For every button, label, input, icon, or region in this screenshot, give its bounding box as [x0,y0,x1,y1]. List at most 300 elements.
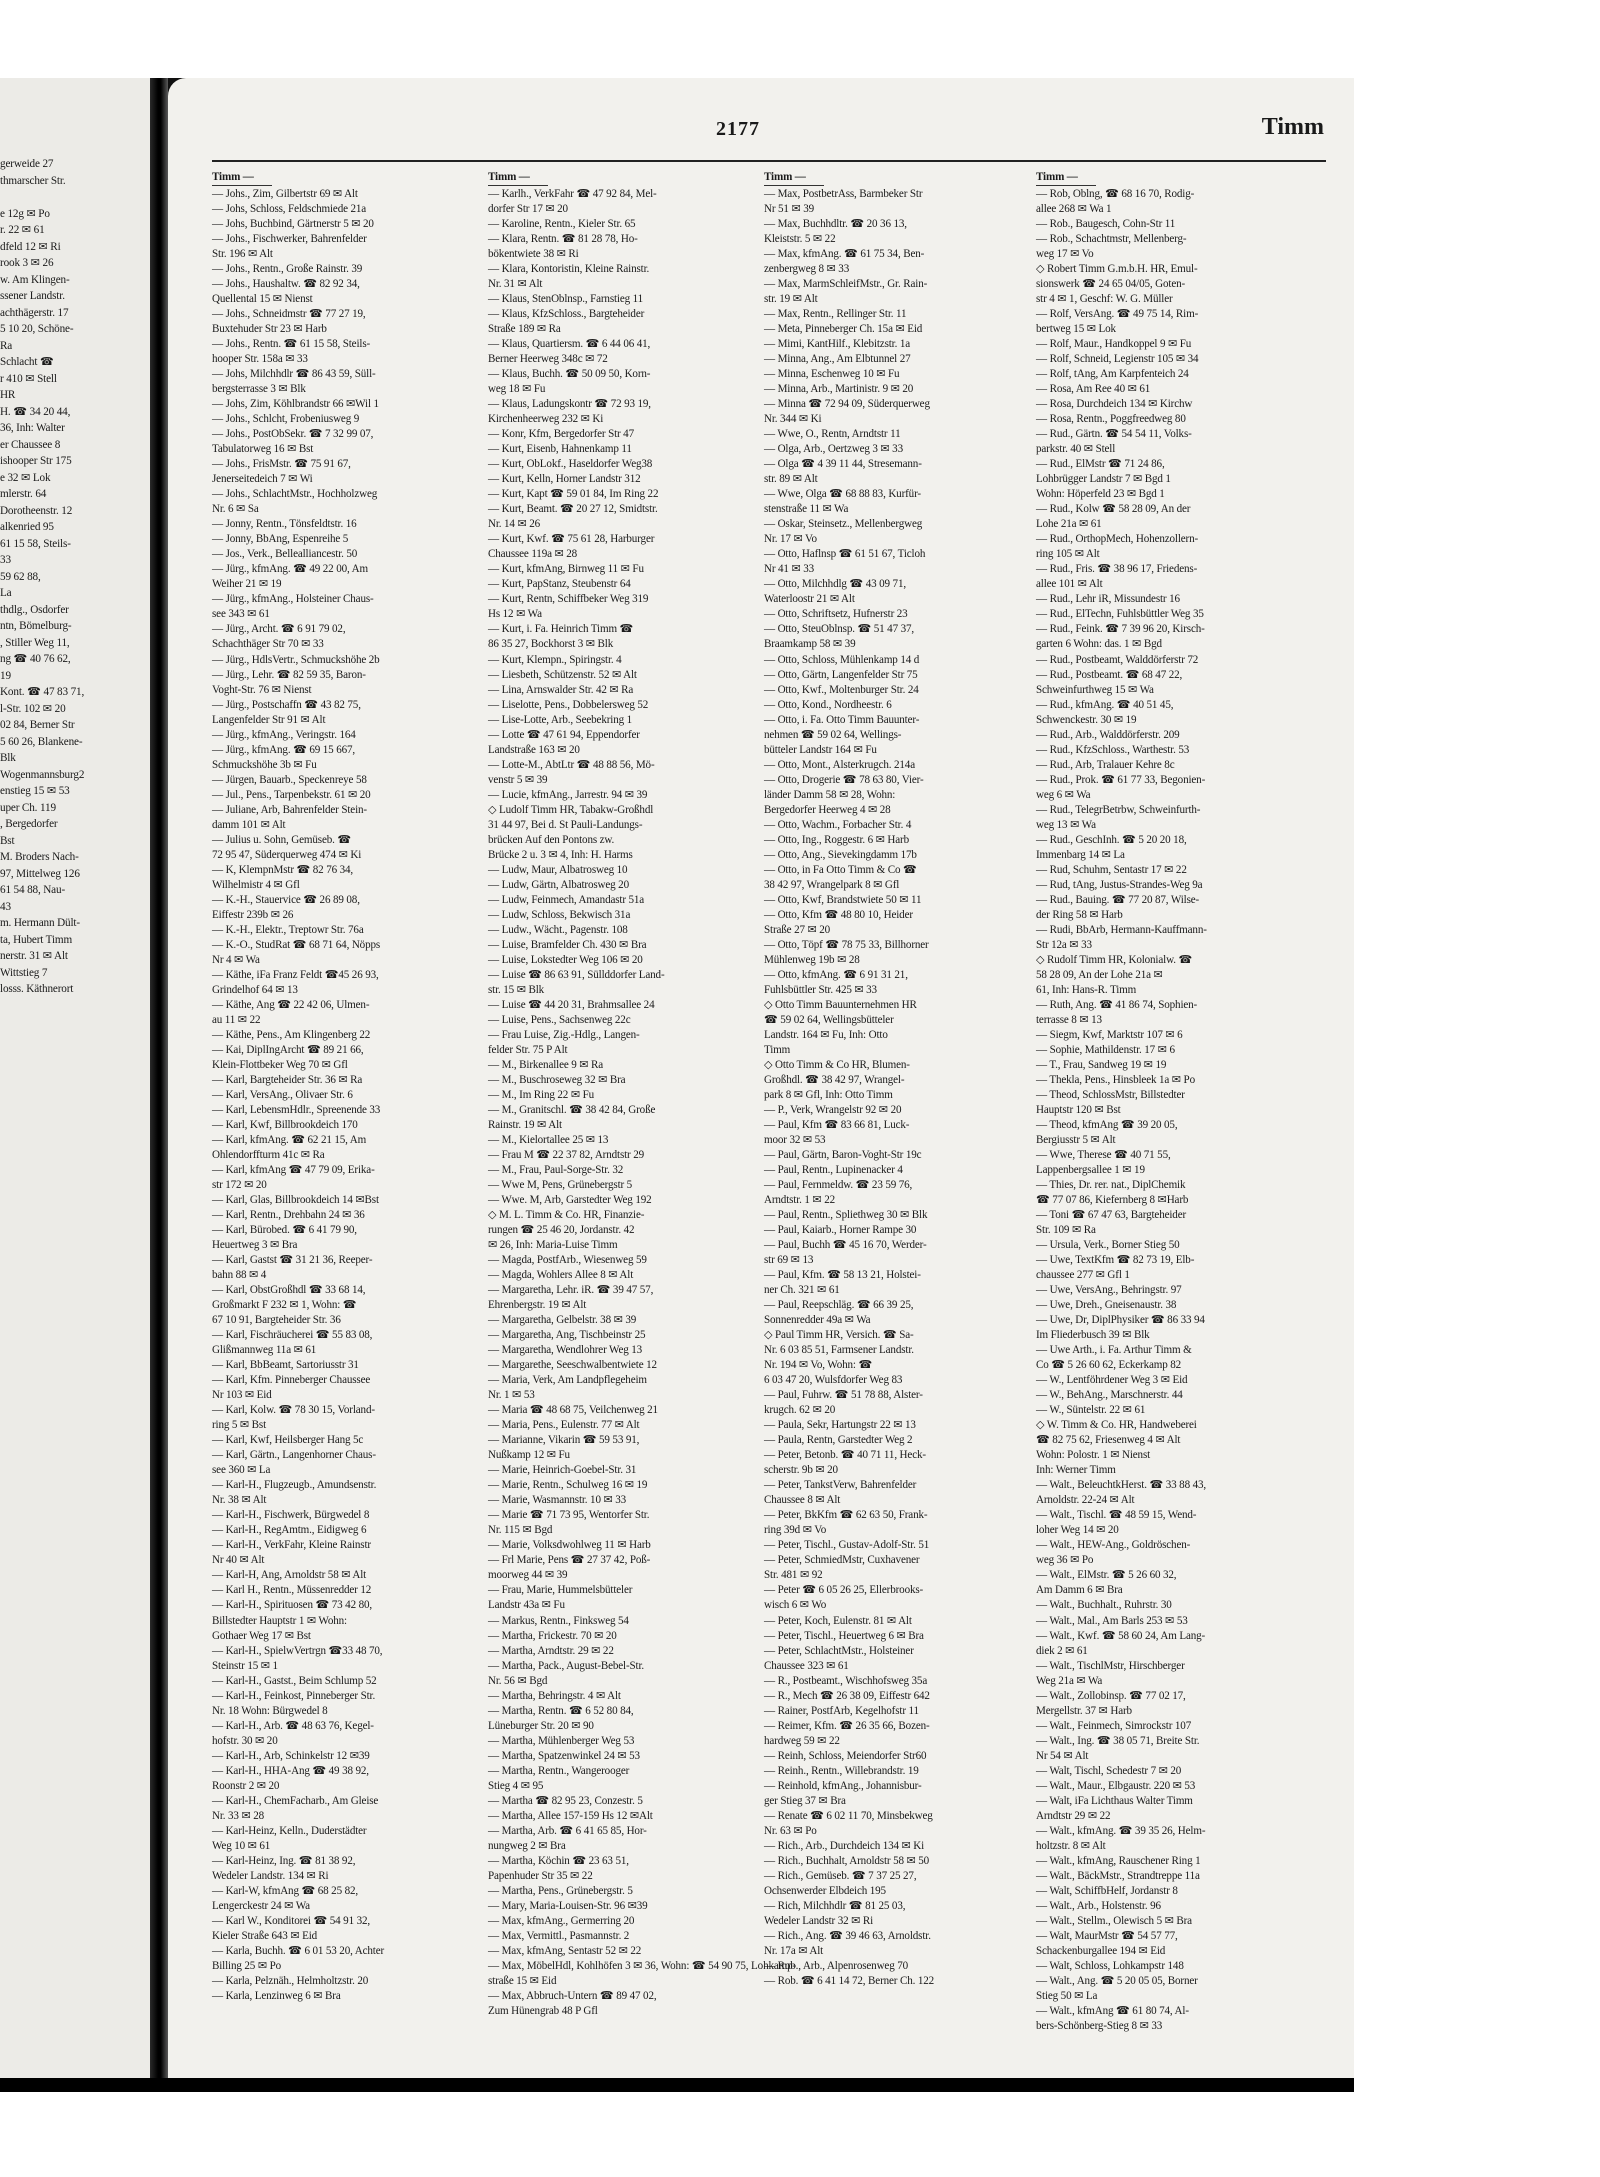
directory-entry: str 69 ✉ 13 [764,1254,814,1267]
directory-entry: hardweg 59 ✉ 22 [764,1734,840,1747]
directory-entry: rungen ☎ 25 46 20, Jordanstr. 42 [488,1224,635,1237]
directory-entry: — Frau M ☎ 22 37 82, Arndtstr 29 [488,1149,645,1162]
left-page-column [0,156,150,998]
directory-entry: — Uwe, Dreh., Gneisenaustr. 38 [1036,1299,1177,1312]
directory-entry: — Peter, SchlachtMstr., Holsteiner [764,1644,914,1657]
directory-entry: see 360 ✉ La [212,1464,271,1477]
directory-entry: ◇ Rudolf Timm HR, Kolonialw. ☎ [1036,953,1193,966]
directory-entry: ng ☎ 40 76 62, [0,653,71,665]
directory-entry: terrasse 8 ✉ 13 [1036,1013,1102,1026]
directory-entry: — Kurt, Kwf. ☎ 75 61 28, Harburger [488,533,655,546]
directory-entry: — Peter, Koch, Eulenstr. 81 ✉ Alt [764,1614,912,1627]
directory-entry: La [0,587,12,599]
directory-entry: Schmuckshöhe 3b ✉ Fu [212,758,317,771]
directory-entry: allee 101 ✉ Alt [1036,578,1103,591]
directory-entry: — Marie, Wasmannstr. 10 ✉ 33 [488,1494,627,1507]
directory-entry: — Walt, Schloss, Lohkampstr 148 [1036,1959,1184,1972]
directory-entry: — Reinhold, kfmAng., Johannisbur- [764,1779,922,1792]
directory-entry: Wohn: Höperfeld 23 ✉ Bgd 1 [1036,488,1165,501]
directory-entry: — Margaretha, Wendlohrer Weg 13 [488,1344,643,1357]
directory-entry: — Johs., FrisMstr. ☎ 75 91 67, [212,458,351,471]
header-rule [212,160,1326,162]
directory-entry: Quellental 15 ✉ Nienst [212,293,313,306]
directory-entry: — Paul, Reepschläg. ☎ 66 39 25, [764,1299,914,1312]
directory-entry: Wilhelmistr 4 ✉ Gfl [212,878,300,891]
directory-entry: Bergiusstr 5 ✉ Alt [1036,1134,1116,1146]
directory-entry: Ra [0,339,13,352]
directory-entry: Tabulatorweg 16 ✉ Bst [212,443,314,456]
directory-entry: Kont. ☎ 47 83 71, [0,686,85,698]
directory-entry: Lappenbergsallee 1 ✉ 19 [1036,1164,1145,1177]
directory-entry: Großmarkt F 232 ✉ 1, Wohn: ☎ [212,1299,357,1312]
directory-entry: er Chaussee 8 [0,438,61,451]
directory-entry: Ochsenwerder Elbdeich 195 [764,1884,886,1897]
directory-entry: — Rich., Gemüseb. ☎ 7 37 25 27, [764,1869,917,1882]
directory-entry: — Rud., Fris. ☎ 38 96 17, Friedens- [1036,563,1198,576]
directory-entry: — Renate ☎ 6 02 11 70, Minsbekweg [764,1809,933,1822]
directory-entry: Steinstr 15 ✉ 1 [212,1659,278,1672]
directory-entry: ◇ Paul Timm HR, Versich. ☎ Sa- [764,1329,914,1342]
directory-entry: — Rosa, Durchdeich 134 ✉ Kirchw [1036,398,1193,411]
directory-entry: Nr 54 ✉ Alt [1036,1749,1089,1762]
directory-entry: — Karl-H., Gastst., Beim Schlump 52 [212,1674,377,1687]
directory-entry: — Karoline, Rentn., Kieler Str. 65 [488,218,636,231]
directory-entry: 61, Inh: Hans-R. Timm [1036,983,1137,996]
directory-entry: — Johs., Schneidmstr ☎ 77 27 19, [212,308,366,321]
directory-entry: Wedeler Landstr. 134 ✉ Ri [212,1869,329,1882]
directory-entry: — Theod, SchlossMstr, Billstedter [1036,1088,1185,1101]
directory-entry: — Frau Luise, Zig.-Hdlg., Langen- [488,1028,640,1041]
directory-entry: — Rud., KfzSchloss., Warthestr. 53 [1036,743,1190,756]
directory-entry: — Thekla, Pens., Hinsbleek 1a ✉ Po [1036,1073,1195,1086]
directory-entry: Str. 196 ✉ Alt [212,248,273,261]
directory-entry: Nr. 115 ✉ Bgd [488,1524,553,1537]
column-heading: Timm — [764,170,1029,186]
directory-entry: Buxtehuder Str 23 ✉ Harb [212,323,327,336]
directory-entry: — Paul, Rentn., Lupinenacker 4 [764,1164,903,1177]
directory-entry: — Paul, Kfm ☎ 83 66 81, Luck- [764,1118,910,1131]
directory-entry: — Kurt, i. Fa. Heinrich Timm ☎ [488,623,634,636]
directory-entry: Stieg 4 ✉ 95 [488,1779,544,1792]
directory-entry: Mühlenweg 19b ✉ 28 [764,953,860,966]
directory-entry: — Peter, SchmiedMstr, Cuxhavener [764,1554,920,1567]
directory-entry: — Rolf, Maur., Handkoppel 9 ✉ Fu [1036,338,1192,351]
directory-entry: — Walt., HEW-Ang., Goldröschen- [1036,1539,1191,1552]
directory-entry: losss. Käthnerort [0,983,74,995]
directory-entry: moorweg 44 ✉ 39 [488,1569,568,1582]
directory-entry: — Marie ☎ 71 73 95, Wentorfer Str. [488,1509,650,1522]
directory-entry: Co ☎ 5 26 60 62, Eckerkamp 82 [1036,1359,1182,1372]
directory-entry: — Luise, Lokstedter Weg 106 ✉ 20 [488,953,643,966]
directory-entry: nungweg 2 ✉ Bra [488,1839,566,1852]
directory-entry: — Rud., Kolw ☎ 58 28 09, An der [1036,503,1191,516]
directory-entry: — Martha, Rentn., Wangerooger [488,1764,630,1777]
directory-entry: — Klara, Kontoristin, Kleine Rainstr. [488,263,650,276]
directory-entry: — Karl-H., Flugzeugb., Amundsenstr. [212,1479,377,1492]
directory-entry: — Paula, Sekr, Hartungstr 22 ✉ 13 [764,1419,916,1432]
directory-entry: — Kurt, PapStanz, Steubenstr 64 [488,578,631,591]
directory-entry: — Walt, Tischl, Schedestr 7 ✉ 20 [1036,1764,1182,1777]
directory-entry: — Peter, Betonb. ☎ 40 71 11, Heck- [764,1449,926,1462]
directory-entry: e 12g ✉ Po [0,207,50,220]
directory-entry: — Oskar, Steinsetz., Mellenbergweg [764,518,923,531]
directory-entry: Chaussee 119a ✉ 28 [488,548,578,561]
directory-entry: Berner Heerweg 348c ✉ 72 [488,353,608,366]
directory-entry: — Rosa, Rentn., Poggfreedweg 80 [1036,413,1186,426]
scan-bottom-edge [0,2078,1354,2092]
directory-entry: — Rud, tAng, Justus-Strandes-Weg 9a [1036,878,1203,891]
directory-entry: — Walt, iFa Lichthaus Walter Timm [1036,1794,1193,1807]
directory-entry: Lohbrügger Landstr 7 ✉ Bgd 1 [1036,473,1171,486]
directory-entry: — Jürg., kfmAng. ☎ 69 15 667, [212,743,356,756]
directory-entry: bahn 88 ✉ 4 [212,1269,267,1282]
directory-entry: — Toni ☎ 67 47 63, Bargteheider [1036,1209,1187,1222]
directory-entry: — Ruth, Ang. ☎ 41 86 74, Sophien- [1036,998,1198,1011]
directory-entry: — Martha, Spatzenwinkel 24 ✉ 53 [488,1749,640,1762]
directory-entry: — Rob., Baugesch, Cohn-Str 11 [1036,218,1176,231]
directory-entry: — Margaretha, Gelbelstr. 38 ✉ 39 [488,1314,637,1327]
directory-entry: — Karl, Kwf, Heilsberger Hang 5c [212,1434,364,1447]
directory-entry: — Karl, Bargteheider Str. 36 ✉ Ra [212,1073,363,1086]
directory-entry: Landstr. 164 ✉ Fu, Inh: Otto [764,1028,888,1041]
directory-entry: — Karl-H, Ang, Arnoldstr 58 ✉ Alt [212,1569,367,1582]
directory-entry: — Ludw, Gärtn, Albatrosweg 20 [488,878,629,891]
directory-entry: l-Str. 102 ✉ 20 [0,702,66,715]
directory-entry: Nr. 14 ✉ 26 [488,518,541,531]
directory-entry: — Rolf, Schneid, Legienstr 105 ✉ 34 [1036,353,1199,366]
directory-entry: — Kurt, Kapt ☎ 59 01 84, Im Ring 22 [488,488,659,501]
directory-entry: — Klaus, KfzSchloss., Bargteheider [488,308,645,321]
directory-entry: — Mary, Maria-Louisen-Str. 96 ✉39 [488,1899,648,1912]
directory-entry: Klein-Flottbeker Weg 70 ✉ Gfl [212,1058,348,1071]
directory-entry: — Peter, BkKfm ☎ 62 63 50, Frank- [764,1509,928,1522]
directory-entry: — Jürg., kfmAng. ☎ 49 22 00, Am [212,563,368,576]
directory-entry: — Karl-H., RegAmtm., Eidigweg 6 [212,1524,367,1537]
directory-entry: — Karl, LebensmHdlr., Spreenende 33 [212,1103,381,1116]
directory-entry: — Liselotte, Pens., Dobbelersweg 52 [488,698,649,711]
directory-entry: — Kurt, Kelln, Horner Landstr 312 [488,473,641,486]
column-heading: Timm — [212,170,477,186]
directory-entry: — Theod, kfmAng ☎ 39 20 05, [1036,1118,1178,1131]
directory-entry: ◇ Ludolf Timm HR, Tabakw-Großhdl [488,803,654,816]
directory-entry: — Otto, Kwf., Moltenburger Str. 24 [764,683,919,696]
directory-entry: Heuertweg 3 ✉ Bra [212,1239,298,1252]
directory-entry: ring 105 ✉ Alt [1036,548,1100,561]
directory-entry: ◇ M. L. Timm & Co. HR, Finanzie- [488,1209,645,1222]
directory-entry: — Klara, Rentn. ☎ 81 28 78, Ho- [488,233,638,246]
directory-entry: ssener Landstr. [0,290,65,302]
directory-entry: ◇ Otto Timm & Co HR, Blumen- [764,1058,910,1071]
directory-entry: see 343 ✉ 61 [212,608,270,621]
directory-entry: Arnoldstr. 22-24 ✉ Alt [1036,1494,1135,1507]
directory-entry: uper Ch. 119 [0,801,56,814]
directory-entry: Nr. 56 ✉ Bgd [488,1674,548,1687]
directory-entry: — Rud., Arb., Walddörferstr. 209 [1036,728,1180,741]
directory-entry: Straße 27 ✉ 20 [764,923,831,936]
directory-entry: — Max, Vermittl., Pasmannstr. 2 [488,1929,630,1942]
directory-entry: — Luise ☎ 86 63 91, Süllddorfer Land- [488,968,665,981]
directory-entry: — Otto, i. Fa. Otto Timm Bauunter- [764,713,920,726]
directory-entry: — Meta, Pinneberger Ch. 15a ✉ Eid [764,323,923,336]
directory-entry: Nr. 344 ✉ Ki [764,413,822,426]
directory-entry: bers-Schönberg-Stieg 8 ✉ 33 [1036,2019,1163,2032]
directory-entry: 86 35 27, Bockhorst 3 ✉ Blk [488,638,614,651]
directory-entry: — Kurt, kfmAng, Birnweg 11 ✉ Fu [488,563,644,576]
directory-entry: — Jürg., Postschaffn ☎ 43 82 75, [212,698,361,711]
directory-entry: — Rud., Postbeamt, Walddörferstr 72 [1036,653,1199,666]
directory-entry: — Rob, Oblng, ☎ 68 16 70, Rodig- [1036,188,1195,201]
directory-entry: Wedeler Landstr 32 ✉ Ri [764,1914,874,1927]
directory-entry: Nr 40 ✉ Alt [212,1554,265,1567]
directory-entry: loher Weg 14 ✉ 20 [1036,1524,1119,1537]
scanned-book-spread [0,78,1354,2092]
directory-entry: — Karl W., Konditorei ☎ 54 91 32, [212,1914,371,1927]
directory-entry: Nußkamp 12 ✉ Fu [488,1449,570,1462]
directory-entry: parkstr. 40 ✉ Stell [1036,443,1116,456]
directory-entry: gerweide 27 [0,158,54,170]
directory-entry: achthägerstr. 17 [0,306,69,319]
directory-entry: Fuhlsbüttler Str. 425 ✉ 33 [764,983,877,996]
directory-entry: — Johs, Zim, Köhlbrandstr 66 ✉Wil 1 [212,398,379,411]
directory-entry: — Rud, Schuhm, Sentastr 17 ✉ 22 [1036,863,1187,876]
directory-entry: weg 36 ✉ Po [1036,1554,1094,1567]
directory-entry: — Martha, Behringstr. 4 ✉ Alt [488,1689,621,1702]
directory-entry: Str. 109 ✉ Ra [1036,1224,1096,1237]
directory-entry: — Rud., ElMstr ☎ 71 24 86, [1036,458,1165,471]
directory-entry: str 172 ✉ 20 [212,1179,267,1192]
directory-entry: Kleiststr. 5 ✉ 22 [764,233,836,246]
directory-entry: — Walt., Buchhalt., Ruhrstr. 30 [1036,1599,1172,1612]
directory-entry: Schachthäger Str 70 ✉ 33 [212,638,324,651]
directory-entry: — Johs., SchlachtMstr., Hochholzweg [212,488,378,501]
directory-entry: — Karl, Gastst ☎ 31 21 36, Reeper- [212,1254,373,1267]
directory-entry: Chaussee 323 ✉ 61 [764,1659,849,1672]
directory-entry: Nr. 18 Wohn: Bürgwedel 8 [212,1704,328,1717]
directory-entry: scherstr. 9b ✉ 20 [764,1464,838,1477]
directory-entry: mlerstr. 64 [0,488,47,500]
directory-entry: Nr. 17a ✉ Alt [764,1944,824,1957]
directory-entry: — Peter, Tischl., Heuertweg 6 ✉ Bra [764,1629,924,1642]
directory-entry: Hauptstr 120 ✉ Bst [1036,1103,1121,1116]
directory-entry: — Rud., Lehr iR, Missundestr 16 [1036,593,1180,606]
directory-entry: Weg 10 ✉ 61 [212,1839,271,1852]
directory-entry: Hs 12 ✉ Wa [488,608,542,621]
directory-entry: moor 32 ✉ 53 [764,1134,826,1146]
directory-entry: e 32 ✉ Lok [0,471,51,484]
directory-entry: — Johs., Schlcht, Frobeniusweg 9 [212,413,360,426]
directory-entry: enstieg 15 ✉ 53 [0,785,70,797]
directory-entry: — Johs., Haushaltw. ☎ 82 92 34, [212,278,360,291]
directory-entry: — Margaretha, Ang, Tischbeinstr 25 [488,1329,646,1342]
directory-entry: weg 13 ✉ Wa [1036,818,1096,831]
directory-entry: 6 03 47 20, Wulsfdorfer Weg 83 [764,1374,903,1387]
directory-entry: — Margarethe, Seeschwalbentwiete 12 [488,1359,657,1372]
directory-entry: garten 6 Wohn: das. 1 ✉ Bgd [1036,638,1162,651]
directory-entry: Gothaer Weg 17 ✉ Bst [212,1629,311,1642]
directory-entry: — Otto, Ing., Roggestr. 6 ✉ Harb [764,833,910,846]
directory-entry: 43 [0,900,11,913]
directory-entry: Mergellstr. 37 ✉ Harb [1036,1704,1132,1717]
directory-entry: — Walt., Arb., Holstenstr. 96 [1036,1899,1161,1912]
directory-entry: Nr. 38 ✉ Alt [212,1494,267,1507]
directory-entry: — Otto, Töpf ☎ 78 75 33, Billhorner [764,938,929,951]
directory-entry: — Siegm, Kwf, Marktstr 107 ✉ 6 [1036,1028,1183,1041]
directory-entry: Blk [0,752,16,764]
directory-entry: — W., Süntelstr. 22 ✉ 61 [1036,1404,1146,1417]
directory-entry: Nr. 31 ✉ Alt [488,278,543,291]
directory-entry: ger Stieg 37 ✉ Bra [764,1794,846,1807]
directory-entry: Weg 21a ✉ Wa [1036,1674,1103,1687]
directory-entry: — M., Birkenallee 9 ✉ Ra [488,1058,604,1071]
directory-entry: — Klaus, Buchh. ☎ 50 09 50, Korn- [488,368,651,381]
directory-entry: Grindelhof 64 ✉ 13 [212,983,298,996]
directory-entry: r 410 ✉ Stell [0,372,57,385]
directory-entry: bergsterrasse 3 ✉ Blk [212,383,306,396]
directory-entry: 67 10 91, Bargteheider Str. 36 [212,1314,341,1327]
directory-entry: — Martha, Mühlenberger Weg 53 [488,1734,635,1747]
directory-entry: ishooper Str 175 [0,455,72,467]
directory-entry: — Otto, Gärtn, Langenfelder Str 75 [764,668,918,681]
directory-entry: — Peter, Tischl., Gustav-Adolf-Str. 51 [764,1539,930,1552]
directory-entry: Inh: Werner Timm [1036,1464,1116,1477]
directory-entry: thdlg., Osdorfer [0,603,69,616]
directory-entry: länder Damm 58 ✉ 28, Wohn: [764,788,896,801]
directory-entry: — Rud., OrthopMech, Hohenzollern- [1036,533,1199,546]
directory-entry: Arndtstr 29 ✉ 22 [1036,1809,1111,1822]
directory-entry: — Jonny, Rentn., Tönsfeldtstr. 16 [212,518,357,531]
directory-entry: dfeld 12 ✉ Ri [0,240,61,253]
directory-entry: — Walt., Stellm., Olewisch 5 ✉ Bra [1036,1914,1192,1927]
directory-entry: — Wwe M, Pens, Grünebergstr 5 [488,1179,633,1192]
directory-entry: — Thies, Dr. rer. nat., DiplChemik [1036,1179,1186,1192]
directory-entry: Landstr 43a ✉ Fu [488,1599,565,1612]
directory-entry: Straße 189 ✉ Ra [488,323,561,336]
directory-entry: — Karl, BbBeamt, Sartoriusstr 31 [212,1359,359,1372]
directory-entry: — Rud., Arb, Tralauer Kehre 8c [1036,758,1175,771]
directory-entry: — Uwe, VersAng., Behringstr. 97 [1036,1284,1182,1297]
directory-entry: Stieg 50 ✉ La [1036,1989,1098,2002]
directory-entry: Langenfelder Str 91 ✉ Alt [212,713,326,726]
directory-entry: alkenried 95 [0,521,54,533]
directory-entry: — Minna, Eschenweg 10 ✉ Fu [764,368,900,381]
directory-entry: ring 39d ✉ Vo [764,1524,827,1537]
directory-entry: — Käthe, Pens., Am Klingenberg 22 [212,1028,371,1041]
directory-entry: — Klaus, Ladungskontr ☎ 72 93 19, [488,398,651,411]
directory-entry: — Walt., kfmAng, Rauschener Ring 1 [1036,1854,1201,1867]
directory-entry: — Johs, Milchhdlr ☎ 86 43 59, Süll- [212,368,376,381]
directory-entry: straße 15 ✉ Eid [488,1974,557,1987]
directory-entry: — Rolf, VersAng. ☎ 49 75 14, Rim- [1036,308,1199,321]
directory-entry: — Reinh., Rentn., Willebrandstr. 19 [764,1764,919,1777]
directory-entry: — Uwe Arth., i. Fa. Arthur Timm & [1036,1344,1192,1357]
directory-entry [0,189,150,206]
directory-entry: — Rob., Arb., Alpenrosenweg 70 [764,1959,909,1972]
directory-entry: — Otto, Kfm ☎ 48 80 10, Heider [764,908,913,921]
directory-entry: — Rud., TelegrBetrbw, Schweinfurth- [1036,803,1201,816]
directory-entry: — Paul, Buchh ☎ 45 16 70, Werder- [764,1239,927,1252]
directory-entry: — Karl, Bürobed. ☎ 6 41 79 90, [212,1224,357,1237]
directory-entry: — Johs, Schloss, Feldschmiede 21a [212,203,367,216]
directory-entry: — Margaretha, Lehr. iR. ☎ 39 47 57, [488,1284,654,1297]
directory-entry: chaussee 277 ✉ Gfl 1 [1036,1269,1130,1282]
directory-entry: — R., Mech ☎ 26 38 09, Eiffestr 642 [764,1689,930,1702]
directory-entry: Papenhuder Str 35 ✉ 22 [488,1869,593,1882]
directory-entry: — Johs, Buchbind, Gärtnerstr 5 ✉ 20 [212,218,374,231]
directory-entry: — Karla, Lenzinweg 6 ✉ Bra [212,1989,341,2002]
directory-entry: — Martha, Rentn. ☎ 6 52 80 84, [488,1704,634,1717]
directory-entry: Rainstr. 19 ✉ Alt [488,1118,562,1131]
directory-entry: diek 2 ✉ 61 [1036,1644,1088,1657]
directory-entry: — Walt., Feinmech, Simrockstr 107 [1036,1719,1192,1732]
directory-entry: — Olga ☎ 4 39 11 44, Stresemann- [764,458,922,471]
directory-entry: — Wwe, Therese ☎ 40 71 55, [1036,1149,1171,1162]
directory-entry: — Klaus, Quartiersm. ☎ 6 44 06 41, [488,338,651,351]
directory-entry: — Otto, Haflnsp ☎ 61 51 67, Ticloh [764,548,926,561]
directory-entry: Str. 481 ✉ 92 [764,1569,823,1582]
directory-entry: ◇ Otto Timm Bauunternehmen HR [764,998,917,1011]
directory-entry: — Karl-W, kfmAng ☎ 68 25 82, [212,1884,359,1897]
directory-entry: — Rud., Prok. ☎ 61 77 33, Begonien- [1036,773,1206,786]
directory-entry: thmarscher Str. [0,174,66,187]
directory-entry: — Rud., kfmAng. ☎ 40 51 45, [1036,698,1174,711]
directory-entry: — Johs., Fischwerker, Bahrenfelder [212,233,367,246]
directory-entry: — Minna, Ang., Am Elbtunnel 27 [764,353,911,366]
directory-entry: str. 89 ✉ Alt [764,473,818,486]
directory-entry: — Walt., Ing. ☎ 38 05 71, Breite Str. [1036,1734,1200,1747]
directory-entry: str. 19 ✉ Alt [764,293,818,306]
directory-entry: — Walt., Mal., Am Barls 253 ✉ 53 [1036,1614,1188,1627]
directory-entry: bökentwiete 38 ✉ Ri [488,248,579,261]
directory-entry: Billstedter Hauptstr 1 ✉ Wohn: [212,1614,347,1627]
directory-entry: Lohe 21a ✉ 61 [1036,518,1102,531]
directory-entry: Nr 41 ✉ 33 [764,563,815,576]
directory-entry: — R., Postbeamt., Wischhofsweg 35a [764,1674,928,1687]
directory-entry: — P., Verk, Wrangelstr 92 ✉ 20 [764,1103,902,1116]
directory-entry: felder Str. 75 P Alt [488,1043,568,1056]
directory-entry: — Peter ☎ 6 05 26 25, Ellerbrooks- [764,1584,924,1597]
directory-entry: krugch. 62 ✉ 20 [764,1404,836,1417]
directory-entry: — Magda, PostfArb., Wiesenweg 59 [488,1254,647,1267]
directory-entry: — Karl-H., SpielwVertrgn ☎33 48 70, [212,1644,383,1657]
directory-entry: — Luise ☎ 44 20 31, Brahmsallee 24 [488,998,655,1011]
directory-entry: — Martha, Allee 157-159 Hs 12 ✉Alt [488,1809,653,1822]
directory-entry: Roonstr 2 ✉ 20 [212,1779,280,1792]
directory-entry: — Max, Rentn., Rellinger Str. 11 [764,308,907,321]
directory-entry: — Martha, Arb. ☎ 6 41 65 85, Hor- [488,1824,647,1837]
directory-entry: — Maria, Pens., Eulenstr. 77 ✉ Alt [488,1419,640,1432]
directory-entry: Am Damm 6 ✉ Bra [1036,1584,1123,1597]
directory-entry: — Rud., ElTechn, Fuhlsbüttler Weg 35 [1036,608,1204,621]
directory-entry: — Minna, Arb., Martinistr. 9 ✉ 20 [764,383,914,396]
directory-entry: — Paul, Rentn., Spliethweg 30 ✉ Blk [764,1209,928,1222]
directory-entry: 33 [0,554,11,566]
directory-entry: — Karl, kfmAng. ☎ 62 21 15, Am [212,1134,367,1146]
directory-entry: — Wwe, Olga ☎ 68 88 83, Kurfür- [764,488,921,501]
directory-entry: 36, Inh: Walter [0,422,65,434]
directory-entry: Schackenburgallee 194 ✉ Eid [1036,1944,1166,1957]
directory-entry: — Ursula, Verk., Borner Stieg 50 [1036,1239,1180,1252]
directory-entry: Sonnenredder 49a ✉ Wa [764,1314,871,1327]
directory-entry: ☎ 82 75 62, Friesenweg 4 ✉ Alt [1036,1434,1181,1447]
directory-entry: — Walt., BeleuchtkHerst. ☎ 33 88 43, [1036,1479,1207,1492]
directory-entry: — Jürg., Lehr. ☎ 82 59 35, Baron- [212,668,366,681]
directory-entry: — Rainer, PostfArb, Kegelhofstr 11 [764,1704,919,1717]
directory-entry: — Johs., PostObSekr. ☎ 7 32 99 07, [212,428,374,441]
directory-entry: — Rud., Postbeamt. ☎ 68 47 22, [1036,668,1183,681]
directory-entry: Jenerseitedeich 7 ✉ Wi [212,473,313,486]
directory-entry: Schweinfurthweg 15 ✉ Wa [1036,683,1154,696]
directory-entry: — Karl-H., Spirituosen ☎ 73 42 80, [212,1599,373,1612]
